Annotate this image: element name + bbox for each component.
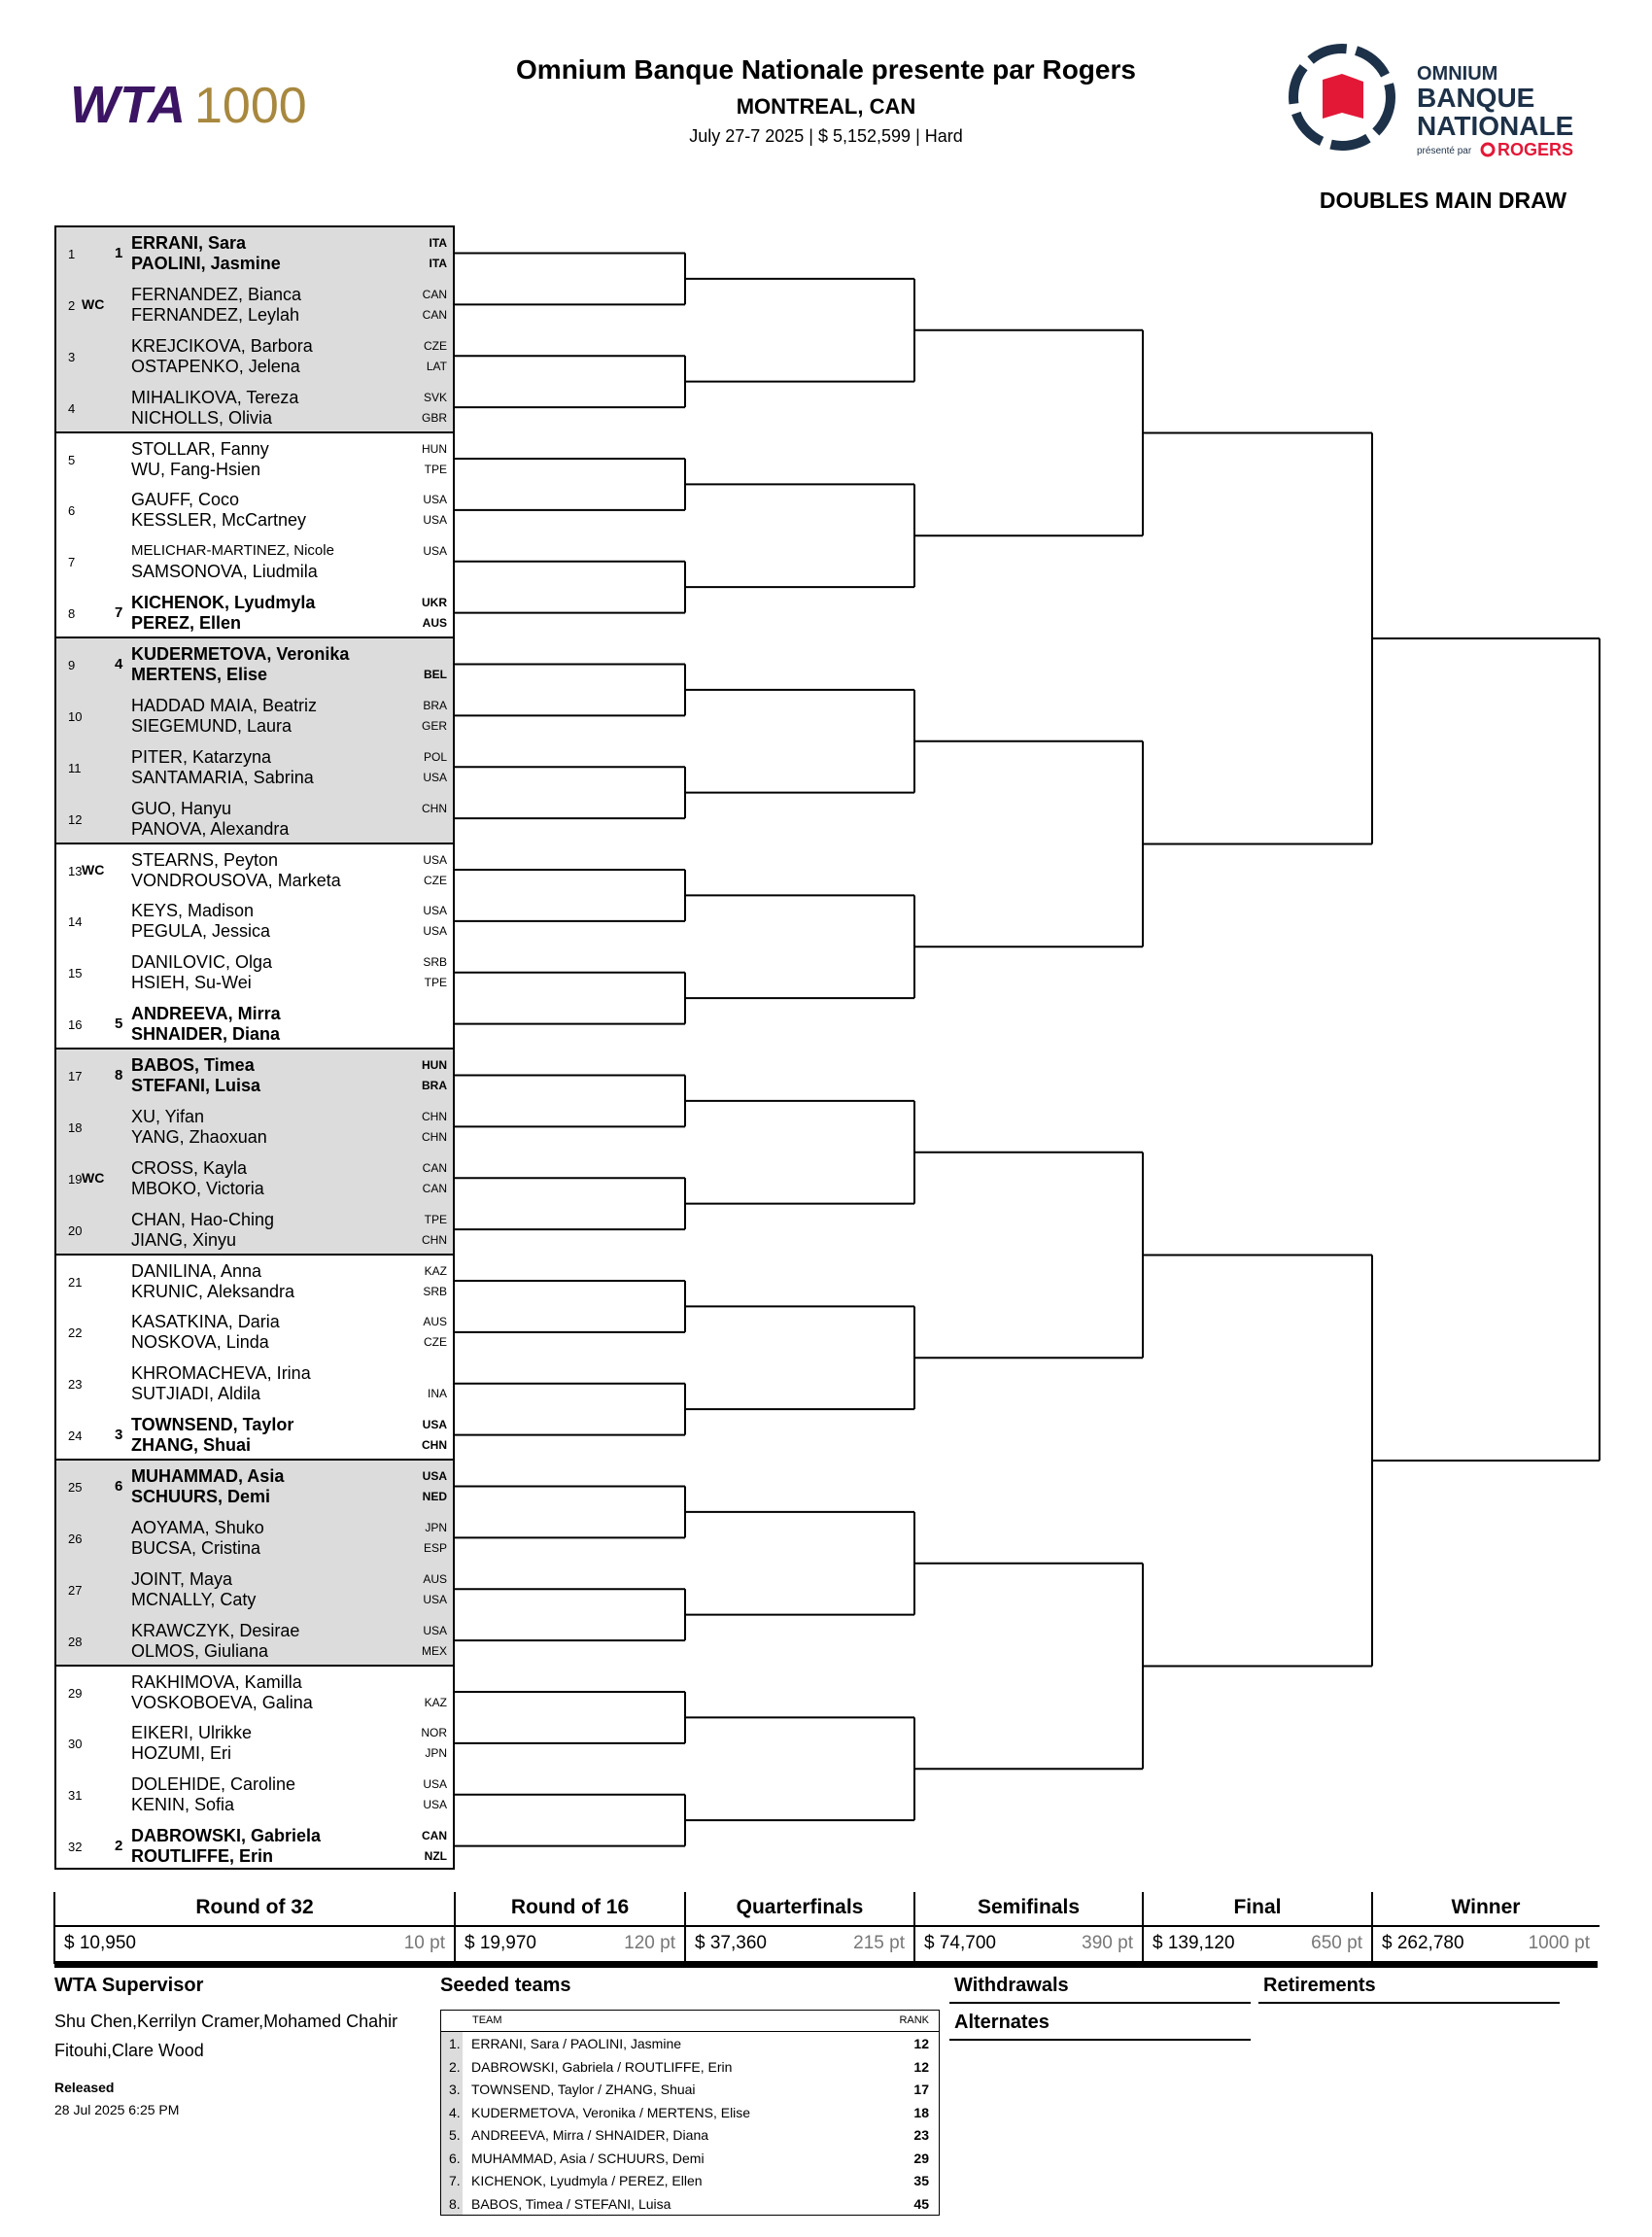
round-column <box>54 1892 455 1964</box>
player-1-name: GUO, Hanyu <box>131 798 232 818</box>
player-1-name: DOLEHIDE, Caroline <box>131 1774 296 1795</box>
retirements-rule <box>1258 2002 1560 2004</box>
seeded-teams-title: Seeded teams <box>440 1975 571 1996</box>
entry-tag: WC <box>82 295 105 312</box>
wta-logo-text: WTA <box>70 76 186 134</box>
seed-rank: 29 <box>913 2150 929 2166</box>
player-1-country: POL <box>423 749 447 764</box>
player-1-country: USA <box>423 1777 447 1792</box>
seed-number: 5. <box>449 2127 461 2143</box>
entry-number: 3 <box>68 349 76 364</box>
player-2-name: VONDROUSOVA, Marketa <box>131 870 341 890</box>
entry-number: 27 <box>68 1582 83 1598</box>
supervisor-names: Shu Chen,Kerrilyn Cramer,Mohamed Chahir Fitouhi,Clare Wood <box>54 2012 398 2060</box>
player-2-name: OSTAPENKO, Jelena <box>131 356 300 376</box>
round-points: 650 pt <box>1311 1933 1362 1953</box>
draw-title: DOUBLES MAIN DRAW <box>1319 188 1567 213</box>
seed-row <box>441 2123 939 2147</box>
round-column <box>455 1892 685 1964</box>
retirements-title: Retirements <box>1263 1975 1376 1996</box>
player-2-name: PEREZ, Ellen <box>131 613 242 634</box>
entry-seed: 1 <box>115 245 123 261</box>
player-2-country: INA <box>427 1387 447 1401</box>
player-1-name: STEARNS, Peyton <box>131 849 279 870</box>
player-1-country: JPN <box>425 1520 447 1534</box>
seed-row <box>441 2169 939 2192</box>
player-2-name: OLMOS, Giuliana <box>131 1640 269 1661</box>
player-2-country: CHN <box>422 1232 447 1247</box>
player-1-country: CAN <box>422 1160 447 1175</box>
player-2-name: SCHUURS, Demi <box>131 1487 271 1506</box>
round-prize: $ 10,950 <box>64 1933 136 1953</box>
seed-rank: 18 <box>913 2104 929 2120</box>
entry-number: 12 <box>68 811 83 827</box>
seed-number: 1. <box>449 2036 461 2051</box>
entry-number: 20 <box>68 1222 83 1238</box>
alternates-rule <box>949 2039 1251 2041</box>
logo-line1: OMNIUM <box>1417 63 1498 85</box>
round-divider <box>1371 1892 1373 1964</box>
entry-seed: 2 <box>115 1838 123 1855</box>
player-1-country: USA <box>423 1623 447 1637</box>
entry-number: 29 <box>68 1685 83 1701</box>
entry-number: 23 <box>68 1377 83 1393</box>
rounds-underline <box>54 1961 1598 1968</box>
player-2-country: GER <box>421 718 447 733</box>
round-divider <box>1142 1892 1144 1964</box>
entry-number: 13 <box>68 863 83 878</box>
seed-row <box>441 2055 939 2079</box>
player-2-name: SHNAIDER, Diana <box>131 1024 281 1045</box>
round-points: 390 pt <box>1082 1933 1133 1953</box>
player-1-name: GAUFF, Coco <box>131 490 240 510</box>
seed-row <box>441 2032 939 2055</box>
player-2-country: NZL <box>424 1849 447 1864</box>
player-2-country: NED <box>422 1490 447 1503</box>
entry-number: 6 <box>68 503 76 519</box>
player-1-name: KICHENOK, Lyudmyla <box>131 593 316 613</box>
player-1-name: CROSS, Kayla <box>131 1157 248 1178</box>
seed-team: ERRANI, Sara / PAOLINI, Jasmine <box>471 2036 682 2051</box>
seed-team: BABOS, Timea / STEFANI, Luisa <box>471 2195 671 2212</box>
entry-seed: 8 <box>115 1067 123 1084</box>
player-2-country: ITA <box>429 257 447 270</box>
player-2-name: VOSKOBOEVA, Galina <box>131 1692 313 1712</box>
player-2-country: BEL <box>424 668 447 681</box>
player-1-name: ANDREEVA, Mirra <box>131 1004 281 1024</box>
player-2-country: BRA <box>422 1079 447 1092</box>
entry-seed: 6 <box>115 1478 123 1495</box>
seed-number: 2. <box>449 2058 461 2075</box>
round-name: Round of 16 <box>455 1896 685 1927</box>
player-1-country: AUS <box>423 1315 447 1329</box>
entry-number: 25 <box>68 1480 83 1495</box>
entry-seed: 4 <box>115 656 123 672</box>
player-1-name: JOINT, Maya <box>131 1568 233 1589</box>
withdrawals-title: Withdrawals <box>954 1975 1069 1996</box>
rounds-prize-table <box>54 1892 1598 1968</box>
seed-team: KUDERMETOVA, Veronika / MERTENS, Elise <box>471 2104 751 2120</box>
player-2-name: SUTJIADI, Aldila <box>131 1384 261 1404</box>
player-1-name: KASATKINA, Daria <box>131 1312 280 1332</box>
player-2-name: PAOLINI, Jasmine <box>131 254 281 273</box>
player-1-country: USA <box>423 544 447 559</box>
round-column <box>1143 1892 1372 1964</box>
player-2-name: MCNALLY, Caty <box>131 1589 257 1609</box>
entry-tag: WC <box>82 1169 105 1186</box>
player-1-name: FERNANDEZ, Bianca <box>131 284 302 304</box>
player-1-name: KREJCIKOVA, Barbora <box>131 335 313 356</box>
alternates-title: Alternates <box>954 2012 1050 2033</box>
entry-number: 11 <box>68 760 82 775</box>
released-value: 28 Jul 2025 6:25 PM <box>54 2102 180 2117</box>
player-2-name: PANOVA, Alexandra <box>131 818 290 839</box>
seed-rank: 12 <box>913 2058 929 2075</box>
player-1-country: BRA <box>423 698 447 712</box>
event-location: MONTREAL, CAN <box>736 94 916 119</box>
player-2-name: NICHOLLS, Olivia <box>131 407 273 428</box>
player-1-country: CHN <box>422 801 447 815</box>
player-2-country: GBR <box>421 410 447 425</box>
seed-number: 4. <box>449 2104 461 2120</box>
player-2-country: USA <box>423 513 447 528</box>
player-2-name: HOZUMI, Eri <box>131 1743 231 1764</box>
entry-number: 32 <box>68 1840 83 1855</box>
player-1-country: USA <box>422 1469 447 1483</box>
player-2-country: USA <box>423 1798 447 1812</box>
player-1-country: AUS <box>423 1571 447 1586</box>
player-2-country: USA <box>423 924 447 939</box>
entry-number: 24 <box>68 1428 83 1444</box>
round-points: 1000 pt <box>1528 1933 1590 1953</box>
player-2-name: JIANG, Xinyu <box>131 1229 237 1250</box>
player-1-name: KUDERMETOVA, Veronika <box>131 644 350 664</box>
player-1-name: HADDAD MAIA, Beatriz <box>131 695 318 715</box>
seed-rank: 45 <box>913 2195 929 2212</box>
seed-rank: 35 <box>913 2173 929 2188</box>
player-1-name: PITER, Katarzyna <box>131 746 272 767</box>
round-name: Round of 32 <box>54 1896 455 1927</box>
withdrawals-rule <box>949 2002 1251 2004</box>
entry-seed: 5 <box>115 1015 123 1033</box>
seed-team: ANDREEVA, Mirra / SHNAIDER, Diana <box>471 2127 709 2143</box>
player-2-name: HSIEH, Su-Wei <box>131 973 252 993</box>
seed-team: KICHENOK, Lyudmyla / PEREZ, Ellen <box>471 2173 703 2188</box>
player-2-name: ROUTLIFFE, Erin <box>131 1846 273 1867</box>
round-column <box>685 1892 914 1964</box>
player-2-name: MERTENS, Elise <box>131 665 268 684</box>
entry-number: 26 <box>68 1531 83 1546</box>
player-1-name: DANILOVIC, Olga <box>131 952 273 973</box>
entry-number: 8 <box>68 606 76 622</box>
player-1-country: NOR <box>421 1726 447 1740</box>
round-divider <box>684 1892 686 1964</box>
released-label: Released <box>54 2080 115 2095</box>
player-2-country: MEX <box>421 1643 447 1658</box>
player-2-name: SANTAMARIA, Sabrina <box>131 767 314 787</box>
seeded-teams-table <box>440 2010 940 2216</box>
player-2-name: KRUNIC, Aleksandra <box>131 1281 295 1301</box>
entry-number: 15 <box>68 966 83 981</box>
player-2-name: STEFANI, Luisa <box>131 1076 261 1095</box>
player-2-country: TPE <box>424 976 447 990</box>
player-2-country: TPE <box>424 462 447 476</box>
entry-number: 30 <box>68 1737 83 1752</box>
round-name: Winner <box>1372 1896 1600 1927</box>
round-prize: $ 74,700 <box>924 1933 996 1953</box>
player-2-name: KESSLER, McCartney <box>131 510 307 531</box>
seed-number: 7. <box>449 2173 461 2188</box>
player-1-country: USA <box>423 852 447 867</box>
entry-number: 1 <box>68 247 76 261</box>
player-1-name: MELICHAR-MARTINEZ, Nicole <box>131 542 334 560</box>
player-1-name: RAKHIMOVA, Kamilla <box>131 1671 302 1692</box>
player-2-country: KAZ <box>424 1695 447 1709</box>
player-1-country: USA <box>423 904 447 918</box>
round-divider <box>454 1892 456 1964</box>
player-1-name: DANILINA, Anna <box>131 1260 262 1281</box>
round-name: Final <box>1143 1896 1372 1927</box>
seed-row <box>441 2192 939 2216</box>
player-1-country: CAN <box>422 287 447 301</box>
player-1-name: CHAN, Hao-Ching <box>131 1209 275 1229</box>
col-team: TEAM <box>472 2014 502 2026</box>
round-column <box>914 1892 1143 1964</box>
player-1-country: USA <box>423 493 447 507</box>
player-1-name: TOWNSEND, Taylor <box>131 1415 294 1435</box>
player-2-country: CHN <box>422 1129 447 1144</box>
player-2-name: WU, Fang-Hsien <box>131 459 261 479</box>
entry-seed: 3 <box>115 1427 123 1444</box>
player-2-name: PEGULA, Jessica <box>131 921 271 942</box>
entry-number: 18 <box>68 1119 83 1135</box>
player-2-name: ZHANG, Shuai <box>131 1435 252 1456</box>
seeds-table-header <box>441 2011 939 2032</box>
seed-rank: 12 <box>913 2036 929 2051</box>
player-1-country: USA <box>422 1418 447 1432</box>
player-1-name: ERRANI, Sara <box>131 233 247 253</box>
round-column <box>1372 1892 1600 1964</box>
entry-seed: 7 <box>115 604 123 622</box>
player-2-name: NOSKOVA, Linda <box>131 1332 269 1353</box>
seed-number: 8. <box>449 2195 461 2212</box>
player-2-name: BUCSA, Cristina <box>131 1537 261 1558</box>
seed-row <box>441 2101 939 2124</box>
player-1-name: KEYS, Madison <box>131 901 255 921</box>
round-prize: $ 139,120 <box>1153 1933 1235 1953</box>
player-1-country: TPE <box>424 1212 447 1226</box>
player-2-name: MBOKO, Victoria <box>131 1178 264 1198</box>
entry-number: 31 <box>68 1788 83 1804</box>
player-2-country: CZE <box>424 873 447 887</box>
entry-tag: WC <box>82 861 105 878</box>
entry-number: 9 <box>68 658 76 672</box>
seed-row <box>441 2078 939 2101</box>
round-points: 215 pt <box>853 1933 905 1953</box>
entry-number: 22 <box>68 1325 83 1341</box>
round-name: Semifinals <box>914 1896 1143 1927</box>
player-2-country: CAN <box>422 1181 447 1195</box>
player-1-country: HUN <box>422 1058 447 1072</box>
seed-rank: 17 <box>913 2082 929 2097</box>
logo-line3: NATIONALE <box>1417 111 1574 141</box>
entry-number: 5 <box>68 452 76 467</box>
player-1-name: DABROWSKI, Gabriela <box>131 1826 322 1846</box>
logo-line2: BANQUE <box>1417 83 1535 113</box>
seed-rank: 23 <box>913 2127 929 2143</box>
entry-number: 4 <box>68 400 76 416</box>
round-divider <box>53 1892 55 1964</box>
entry-number: 7 <box>68 555 76 570</box>
entry-number: 19 <box>68 1171 83 1187</box>
entry-number: 16 <box>68 1017 83 1033</box>
player-1-name: MUHAMMAD, Asia <box>131 1466 285 1486</box>
entry-number: 2 <box>68 297 76 313</box>
seed-team: TOWNSEND, Taylor / ZHANG, Shuai <box>471 2082 696 2097</box>
round-prize: $ 19,970 <box>465 1933 536 1953</box>
player-1-country: SVK <box>423 390 447 404</box>
event-meta: July 27-7 2025 | $ 5,152,599 | Hard <box>689 126 963 146</box>
player-2-name: KENIN, Sofia <box>131 1795 235 1815</box>
event-title: Omnium Banque Nationale presente par Rogers <box>516 54 1136 85</box>
player-2-name: SIEGEMUND, Laura <box>131 715 293 736</box>
player-1-name: STOLLAR, Fanny <box>131 438 269 459</box>
player-2-name: SAMSONOVA, Liudmila <box>131 562 318 582</box>
entry-number: 21 <box>68 1274 83 1290</box>
player-1-name: MIHALIKOVA, Tereza <box>131 387 299 407</box>
player-2-country: USA <box>423 1592 447 1606</box>
round-prize: $ 262,780 <box>1382 1933 1464 1953</box>
entry-number: 10 <box>68 708 83 724</box>
entry-number: 14 <box>68 914 83 930</box>
supervisor-title: WTA Supervisor <box>54 1975 204 1996</box>
player-2-country: CHN <box>422 1438 447 1453</box>
player-2-country: LAT <box>426 359 447 373</box>
player-1-country: KAZ <box>424 1263 447 1278</box>
player-1-country: CHN <box>422 1109 447 1123</box>
player-2-country: CAN <box>422 307 447 322</box>
logo-small: présenté par <box>1417 146 1472 156</box>
player-2-country: CZE <box>424 1335 447 1350</box>
player-1-name: XU, Yifan <box>131 1106 205 1126</box>
round-prize: $ 37,360 <box>695 1933 767 1953</box>
seed-number: 6. <box>449 2150 461 2166</box>
seed-team: DABROWSKI, Gabriela / ROUTLIFFE, Erin <box>471 2058 733 2075</box>
round-points: 120 pt <box>624 1933 675 1953</box>
player-2-name: YANG, Zhaoxuan <box>131 1126 267 1147</box>
player-1-country: CZE <box>424 338 447 353</box>
wta-logo-number: 1000 <box>194 78 307 134</box>
player-1-country: HUN <box>422 441 447 456</box>
player-1-country: ITA <box>429 236 447 250</box>
round-points: 10 pt <box>403 1933 445 1953</box>
seed-team: MUHAMMAD, Asia / SCHUURS, Demi <box>471 2150 705 2166</box>
player-1-name: BABOS, Timea <box>131 1055 255 1075</box>
player-2-country: USA <box>423 770 447 784</box>
player-1-country: SRB <box>423 955 447 970</box>
col-rank: RANK <box>899 2014 929 2026</box>
player-2-name: FERNANDEZ, Leylah <box>131 304 300 325</box>
seed-number: 3. <box>449 2082 461 2097</box>
player-1-name: AOYAMA, Shuko <box>131 1517 264 1537</box>
entry-number: 28 <box>68 1634 83 1649</box>
player-2-country: AUS <box>422 616 447 631</box>
player-1-name: KRAWCZYK, Desirae <box>131 1620 300 1640</box>
player-1-country: UKR <box>422 596 447 610</box>
entry-number: 17 <box>68 1069 83 1084</box>
player-1-name: KHROMACHEVA, Irina <box>131 1363 311 1384</box>
player-2-country: ESP <box>423 1540 447 1555</box>
player-2-country: JPN <box>425 1746 447 1761</box>
player-1-country: CAN <box>422 1829 447 1843</box>
round-divider <box>913 1892 915 1964</box>
player-1-name: EIKERI, Ulrikke <box>131 1723 253 1743</box>
round-name: Quarterfinals <box>685 1896 914 1927</box>
logo-sponsor: ROGERS <box>1497 140 1574 159</box>
player-2-country: SRB <box>423 1284 447 1298</box>
seed-row <box>441 2147 939 2170</box>
